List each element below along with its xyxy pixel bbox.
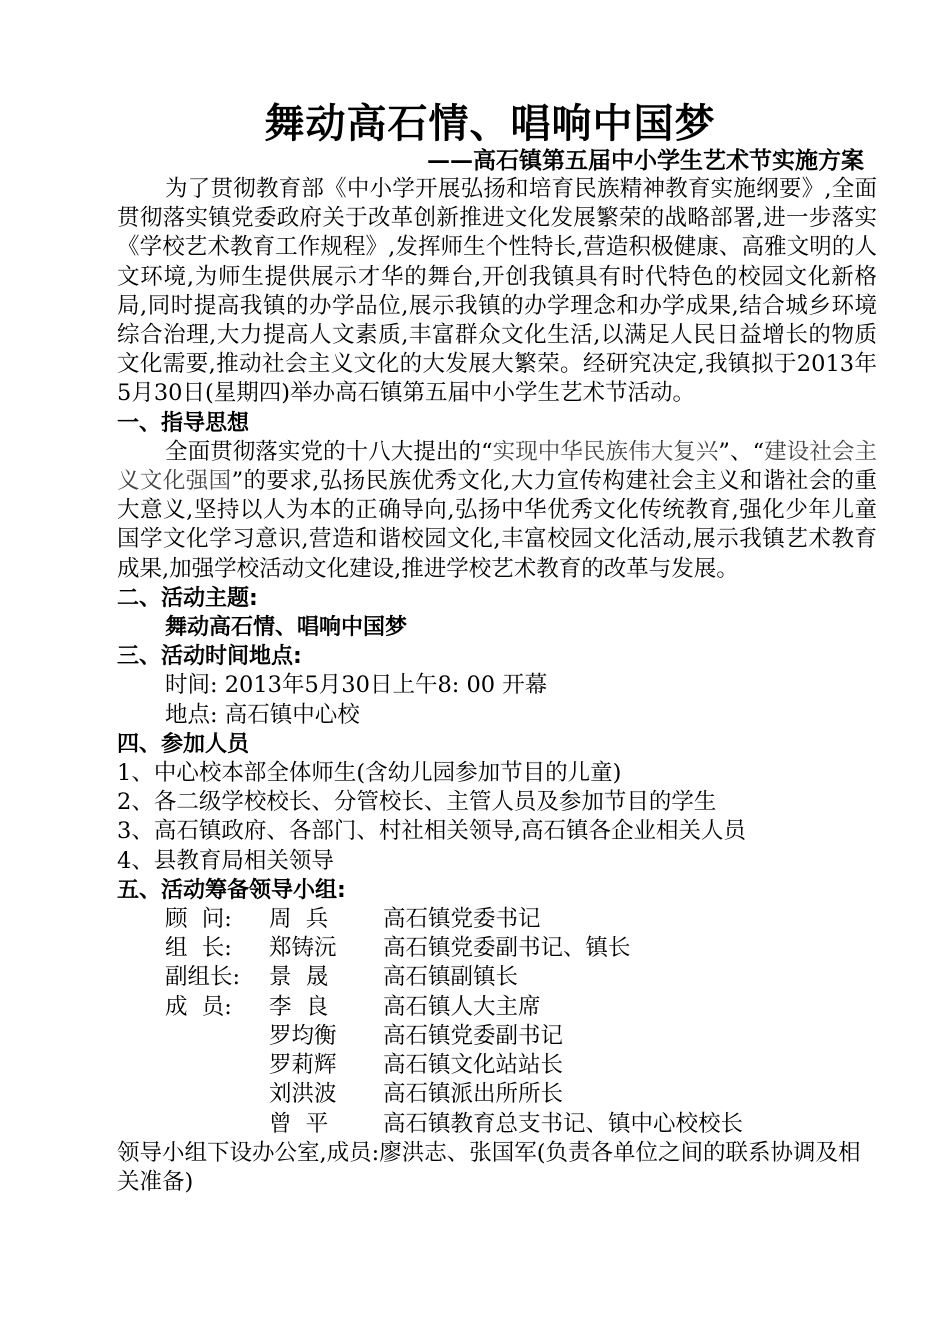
- member-role: [165, 1022, 269, 1051]
- guiding-paragraph: [117, 438, 877, 584]
- member-name: 周 兵: [269, 906, 329, 933]
- intro-paragraph: 为了贯彻教育部《中小学开展弘扬和培育民族精神教育实施纲要》,全面贯彻落实镇党委政府关于改革创新推进文化发展繁荣的战略部署,进一步落实《学校艺术教育工作规程》,发挥师生个性特长,营造积极健康、高雅文明的人文环境,为师生提供展示才华的舞台,开创我镇具有时代特色的校园文化新格局,同时提高我镇的办学品位,展示我镇的办学理念和办学成果,结合城乡环境综合治理,大力提高人文素质,丰富群众文化生活,以满足人民日益增长的物质文化需要,推动社会主义文化的大发展大繁荣。经研究决定,我镇拟于2013年5月30日(星期四)举办高石镇第五届中小学生艺术节活动。: [117, 176, 877, 407]
- participant-item: 2、各二级学校校长、分管校长、主管人员及参加节目的学生: [117, 789, 717, 816]
- document-subtitle: ——高石镇第五届中小学生艺术节实施方案: [427, 147, 864, 174]
- participant-item: 3、高石镇政府、各部门、村社相关领导,高石镇各企业相关人员: [117, 818, 746, 845]
- member-name: 刘洪波: [269, 1081, 337, 1108]
- activity-place: 地点: 高石镇中心校: [165, 701, 360, 728]
- member-role: 成 员:: [165, 993, 232, 1020]
- activity-theme: 舞动高石情、唱响中国梦: [165, 615, 408, 641]
- member-role: [165, 1110, 269, 1139]
- section-heading-leadership: 五、活动筹备领导小组:: [117, 877, 346, 903]
- section-heading-guiding: 一、指导思想: [117, 410, 250, 436]
- member-role: [165, 1080, 269, 1109]
- leadership-member-row: [117, 963, 877, 992]
- member-role: 顾 问:: [165, 906, 232, 933]
- member-name: 郑铸沅: [269, 935, 337, 962]
- leadership-member-row: [117, 1051, 877, 1080]
- participant-item: 4、县教育局相关领导: [117, 847, 334, 874]
- member-name: 李 良: [269, 993, 329, 1020]
- section-heading-participants: 四、参加人员: [117, 731, 250, 757]
- guiding-quote-2: 建设社会主义文化强国: [117, 438, 877, 495]
- member-duty: 高石镇文化站站长: [383, 1052, 564, 1079]
- member-duty: 高石镇副镇长: [383, 964, 519, 991]
- office-paragraph: 领导小组下设办公室,成员:廖洪志、张国军(负责各单位之间的联系协调及相关准备): [117, 1139, 861, 1195]
- leadership-member-row: [117, 1080, 877, 1109]
- guiding-text-after: ”的要求,弘扬民族优秀文化,大力宣传构建社会主义和谐社会的重大意义,坚持以人为本的正确导向,弘扬中华优秀文化传统教育,强化少年儿童国学文化学习意识,营造和谐校园文化,丰富校园文化活动,展示我镇艺术教育成果,加强学校活动文化建设,推进学校艺术教育的改革与发展。: [117, 468, 877, 582]
- member-role: 副组长:: [165, 964, 241, 991]
- member-duty: 高石镇党委副书记: [383, 1022, 564, 1049]
- member-duty: 高石镇人大主席: [383, 993, 541, 1020]
- section-heading-time-place: 三、活动时间地点:: [117, 644, 302, 670]
- leadership-member-row: [117, 1022, 877, 1051]
- member-name: 罗莉辉: [269, 1052, 337, 1079]
- member-role: [165, 1051, 269, 1080]
- member-role: 组 长:: [165, 935, 232, 962]
- guiding-text-before: 全面贯彻落实党的十八大提出的“: [165, 438, 493, 465]
- leadership-member-row: [117, 905, 877, 934]
- section-heading-theme: 二、活动主题:: [117, 585, 258, 611]
- guiding-text-mid: ”、“: [718, 438, 765, 465]
- member-duty: 高石镇教育总支书记、镇中心校校长: [383, 1110, 744, 1137]
- document-title: 舞动高石情、唱响中国梦: [264, 100, 716, 147]
- guiding-quote-1: 实现中华民族伟大复兴: [492, 438, 719, 465]
- leadership-member-row: [117, 1110, 877, 1139]
- member-name: 罗均衡: [269, 1022, 337, 1049]
- leadership-member-row: [117, 934, 877, 963]
- member-duty: 高石镇党委副书记、镇长: [383, 935, 631, 962]
- member-duty: 高石镇派出所所长: [383, 1081, 564, 1108]
- member-duty: 高石镇党委书记: [383, 906, 541, 933]
- activity-time: 时间: 2013年5月30日上午8: 00 开幕: [165, 672, 548, 699]
- participant-item: 1、中心校本部全体师生(含幼儿园参加节目的儿童): [117, 760, 622, 787]
- document-body: [117, 175, 877, 1197]
- member-name: 曾 平: [269, 1110, 329, 1137]
- member-name: 景 晟: [269, 964, 329, 991]
- leadership-member-row: [117, 993, 877, 1022]
